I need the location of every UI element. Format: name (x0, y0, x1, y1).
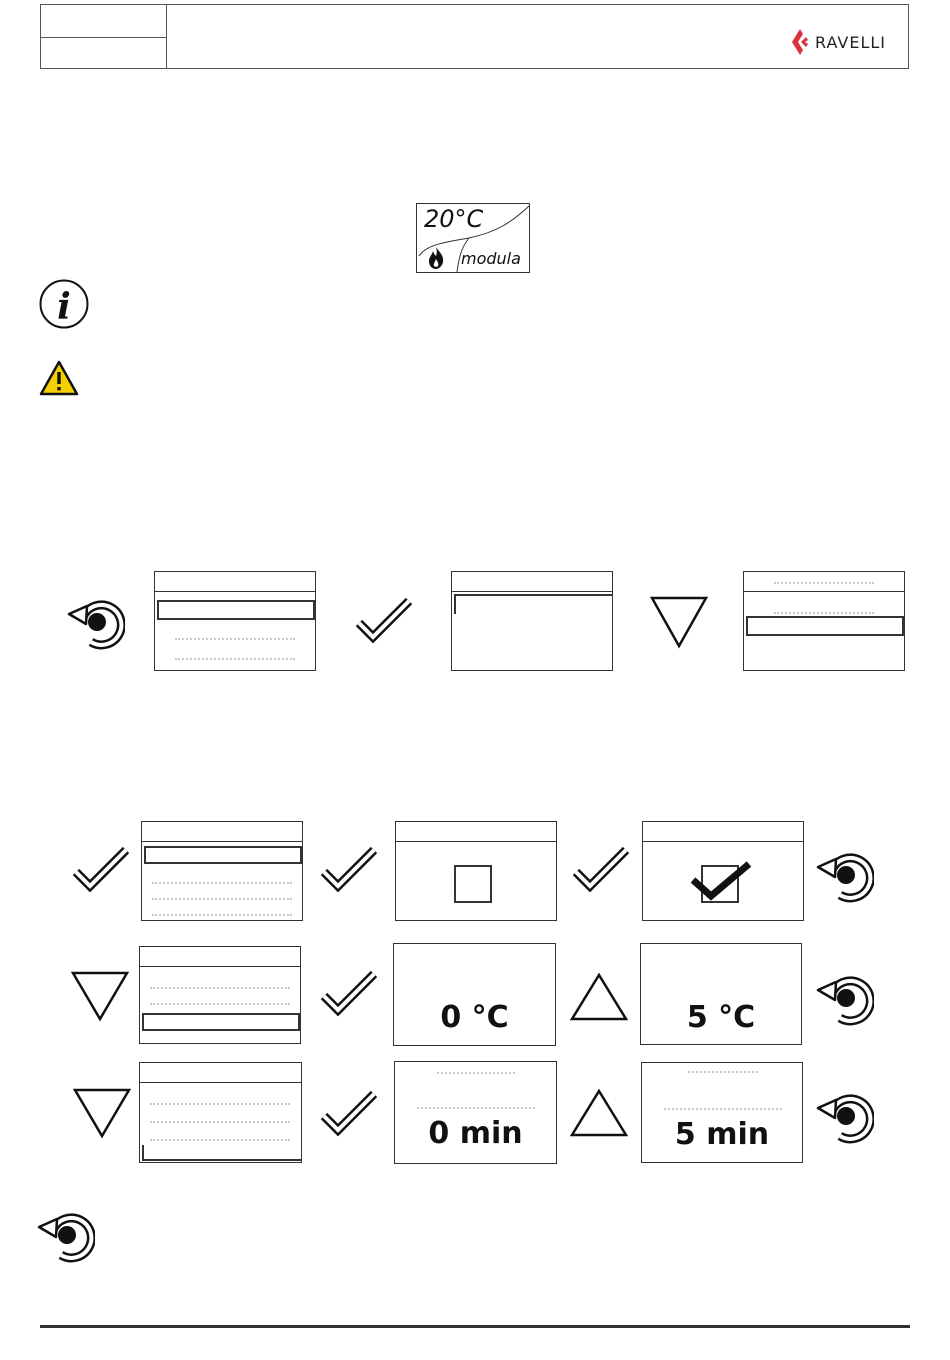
modula-mode-icon (416, 203, 530, 273)
check-icon[interactable] (572, 846, 630, 896)
brand-name: RAVELLI (815, 32, 886, 52)
check-icon[interactable] (320, 970, 378, 1020)
back-button-icon[interactable] (816, 848, 874, 904)
temperature-start-value: 0 °C (440, 1000, 509, 1035)
display-screen-submenu (451, 571, 613, 671)
header-left-cell (41, 5, 167, 68)
up-arrow-icon[interactable] (569, 972, 629, 1022)
check-icon[interactable] (320, 846, 378, 896)
svg-text:i: i (57, 286, 71, 328)
down-arrow-icon[interactable] (649, 595, 709, 649)
footer-divider (40, 1325, 910, 1328)
time-end-value: 5 min (674, 1117, 770, 1152)
display-screen-checkbox-on (642, 821, 804, 921)
down-arrow-icon[interactable] (70, 970, 130, 1022)
info-icon (39, 279, 89, 329)
check-icon[interactable] (355, 597, 413, 647)
modula-label: modula (461, 249, 521, 268)
display-screen-selection (743, 571, 905, 671)
down-arrow-icon[interactable] (72, 1087, 132, 1139)
checkbox-unchecked[interactable] (454, 865, 492, 903)
display-screen-list (141, 821, 303, 921)
flame-icon (427, 246, 445, 270)
check-icon[interactable] (72, 846, 130, 896)
brand-logo (789, 29, 886, 55)
ravelli-logo-icon (789, 29, 809, 55)
display-screen-menu (154, 571, 316, 671)
document-header (40, 4, 909, 69)
display-screen-temperature-end (640, 943, 802, 1045)
time-start-value: 0 min (428, 1116, 523, 1151)
up-arrow-icon[interactable] (569, 1088, 629, 1138)
display-screen-time-end (641, 1062, 803, 1163)
display-screen-checkbox-off (395, 821, 557, 921)
display-screen-list (139, 1062, 302, 1163)
display-screen-list (139, 946, 301, 1044)
display-screen-temperature-start (393, 943, 556, 1046)
display-screen-time-start (394, 1061, 557, 1164)
back-button-icon[interactable] (37, 1208, 95, 1264)
back-button-icon[interactable] (67, 595, 125, 651)
check-icon[interactable] (320, 1090, 378, 1140)
warning-icon (39, 360, 79, 396)
temperature-end-value: 5 °C (686, 1000, 756, 1035)
back-button-icon[interactable] (816, 971, 874, 1027)
modula-temperature: 20°C (424, 205, 484, 233)
back-button-icon[interactable] (816, 1089, 874, 1145)
checkmark-icon (689, 860, 755, 906)
